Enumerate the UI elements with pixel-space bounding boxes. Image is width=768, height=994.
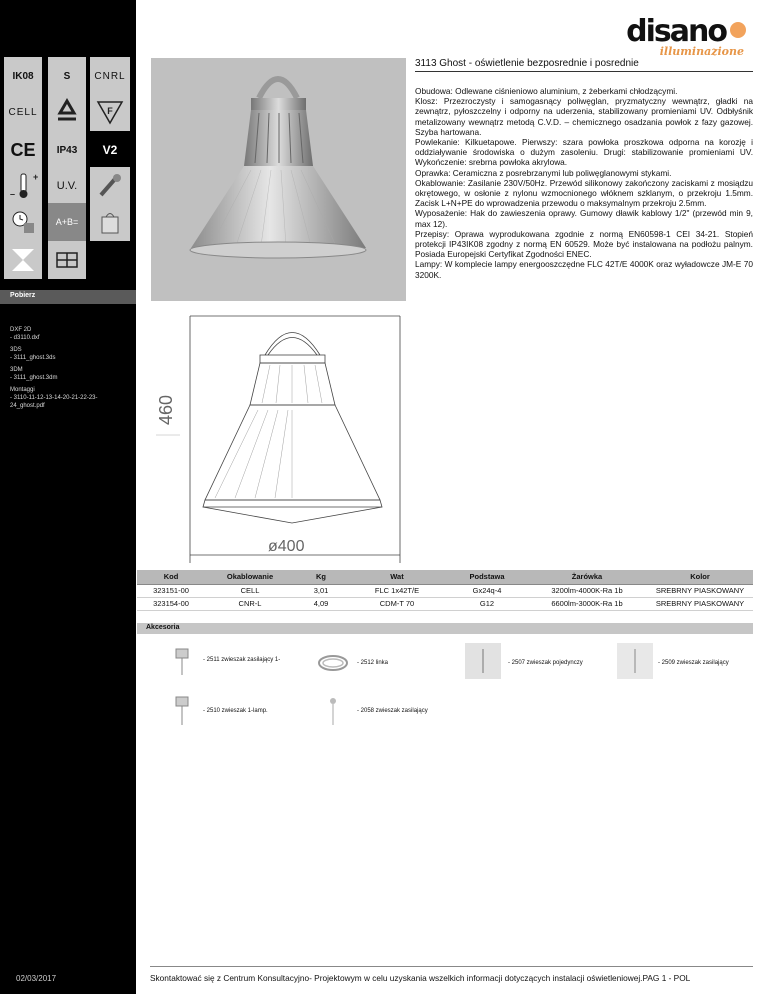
accessory-2509-image[interactable] bbox=[617, 643, 653, 679]
v2-badge: V2 bbox=[90, 131, 130, 169]
uv-badge: U.V. bbox=[48, 167, 86, 205]
accessory-2511-image[interactable] bbox=[164, 645, 200, 681]
cell-badge: CELL bbox=[4, 93, 42, 131]
table-row: 323151-00 CELL 3,01 FLC 1x42T/E Gx24q-4 3200lm-4000K-Ra 1b SREBRNY PIASKOWANY bbox=[137, 584, 753, 597]
table-row: 323154-00 CNR-L 4,09 CDM-T 70 G12 6600lm-3000K-Ra 1b SREBRNY PIASKOWANY bbox=[137, 597, 753, 610]
downloads-title: Pobierz bbox=[10, 292, 36, 299]
f-triangle-icon bbox=[90, 93, 130, 131]
ik08-badge: IK08 bbox=[4, 57, 42, 95]
accessory-2509-label[interactable]: - 2509 zwieszak zasilający bbox=[658, 660, 729, 666]
hourglass-icon bbox=[4, 241, 42, 279]
table-header-row bbox=[137, 570, 753, 584]
desc-socket: Oprawka: Ceramiczna z posrebrzanymi lub poliwęglanowymi stykami. bbox=[415, 167, 672, 178]
desc-equipment: Wyposażenie: Hak do zawieszenia oprawy. Gumowy dławik kablowy 1/2" (przewód min 9, max 12). bbox=[415, 208, 753, 229]
accessories-header-bar bbox=[137, 623, 753, 634]
brand-subtitle: illuminazione bbox=[659, 45, 744, 58]
brand-logo bbox=[626, 14, 746, 58]
col-zarowka: Żarówka bbox=[527, 570, 647, 584]
svg-text:+: + bbox=[33, 172, 38, 182]
accessories-title: Akcesoria bbox=[146, 624, 180, 631]
cnrl-badge: CNRL bbox=[90, 57, 130, 95]
desc-diffuser: Klosz: Przezroczysty i samogasnący poliwęglan, pryzmatyczny wewnątrz, gładki na zewnątrz, pyłoszczelny i odporny na uderzenia, stabilizowany promieniami UV. Odbłyśnik metalizowany wewnątrz metodą C.V.D. – chemicznego osadzania powłok z fazy gazowej. Szyba hartowana. bbox=[415, 96, 753, 137]
col-kolor: Kolor bbox=[647, 570, 753, 584]
download-dxf[interactable]: DXF 2D - d3110.dxf bbox=[10, 327, 40, 341]
download-montaggi[interactable]: Montaggi - 3110-11-12-13-14-20-21-22-23-24_ghost.pdf bbox=[10, 387, 98, 409]
title-divider bbox=[415, 71, 753, 72]
accessory-2058-image[interactable] bbox=[315, 693, 351, 729]
mounting-icon bbox=[48, 241, 86, 279]
technical-drawing bbox=[150, 315, 405, 565]
brand-dot-icon bbox=[730, 22, 746, 38]
accessory-2058-label[interactable]: - 2058 zwieszak zasilający bbox=[357, 708, 428, 714]
height-dimension: 460 bbox=[156, 394, 176, 425]
col-kod: Kod bbox=[137, 570, 205, 584]
temperature-icon bbox=[4, 167, 42, 205]
accessory-2510-label[interactable]: - 2510 zwieszak 1-lamp. bbox=[203, 708, 268, 714]
col-okablowanie: Okablowanie bbox=[205, 570, 295, 584]
accessory-2507-label[interactable]: - 2507 zwieszak pojedynczy bbox=[508, 660, 583, 666]
product-description bbox=[415, 86, 753, 280]
clock-icon bbox=[4, 203, 42, 241]
download-3dm[interactable]: 3DM - 3111_ghost.3dm bbox=[10, 367, 58, 381]
accessory-2507-image[interactable] bbox=[465, 643, 501, 679]
spec-table bbox=[137, 570, 753, 611]
desc-coating: Powlekanie: Kilkuetapowe. Pierwszy: szara powłoka proszkowa odporna na korozję i oddziaływanie środowiska o dużym zasoleniu. Drugi: stabilizowanie promieniami UV. Wykończenie: srebrna powłoka akrylowa. bbox=[415, 137, 753, 168]
brand-name: disano bbox=[626, 14, 726, 49]
s-badge: S bbox=[48, 57, 86, 95]
download-3ds[interactable]: 3DS - 3111_ghost.3ds bbox=[10, 347, 56, 361]
col-kg: Kg bbox=[295, 570, 347, 584]
col-wat: Wat bbox=[347, 570, 447, 584]
ip43-badge: IP43 bbox=[48, 131, 86, 169]
svg-text:–: – bbox=[10, 189, 16, 199]
ce-badge: CE bbox=[4, 131, 42, 169]
product-title: 3113 Ghost - oświetlenie bezposrednie i posrednie bbox=[415, 58, 639, 69]
left-sidebar bbox=[0, 0, 136, 994]
desc-wiring: Okablowanie: Zasilanie 230V/50Hz. Przewód silikonowy zakończony zaciskami z mosiądzu okrętowego, w osłonie z nylonu wzmocnionego włóknem szklanym, o przekroju 1.5mm. Zacisk L+N+PE do wprowadzenia przewodu o maksymalnym przekroju 2.5mm. bbox=[415, 177, 753, 209]
accessory-2510-image[interactable] bbox=[164, 693, 200, 729]
col-podstawa: Podstawa bbox=[447, 570, 527, 584]
abc-badge: A+B= bbox=[48, 203, 86, 241]
product-photo bbox=[151, 58, 406, 301]
lamp-icon bbox=[90, 167, 130, 205]
diameter-dimension: ø400 bbox=[268, 538, 305, 555]
desc-regulations: Przepisy: Oprawa wyprodukowana zgodnie z normą EN60598-1 CEI 34-21. Stopień protekcji IP43IK08 zgodny z normą EN 60529. Może być instalowana na podłożu palnym. Posiada Europejski Certyfikat Zgodności ENEC. bbox=[415, 228, 753, 260]
accessory-2512-image[interactable] bbox=[315, 645, 351, 681]
document-date: 02/03/2017 bbox=[16, 974, 57, 983]
desc-lamps: Lampy: W komplecie lampy energooszczędne FLC 42T/E 4000K oraz wyładowcze JM-E 70 3200K. bbox=[415, 259, 753, 280]
footer-divider bbox=[150, 966, 753, 967]
bag-icon bbox=[90, 203, 130, 241]
accessory-2511-label[interactable]: - 2511 zwieszak zasilający 1- bbox=[203, 657, 281, 663]
accessory-2512-label[interactable]: - 2512 linka bbox=[357, 660, 389, 666]
svg-text:F: F bbox=[107, 106, 113, 116]
desc-housing: Obudowa: Odlewane ciśnieniowo aluminium, z żeberkami chłodzącymi. bbox=[415, 86, 678, 96]
footer-text: Skontaktować się z Centrum Konsultacyjno- Projektowym w celu uzyskania wszelkich informacji dotyczących instalacji oświetleniowej.PAG 1 - POL bbox=[150, 973, 691, 983]
recycle-icon bbox=[48, 93, 86, 131]
